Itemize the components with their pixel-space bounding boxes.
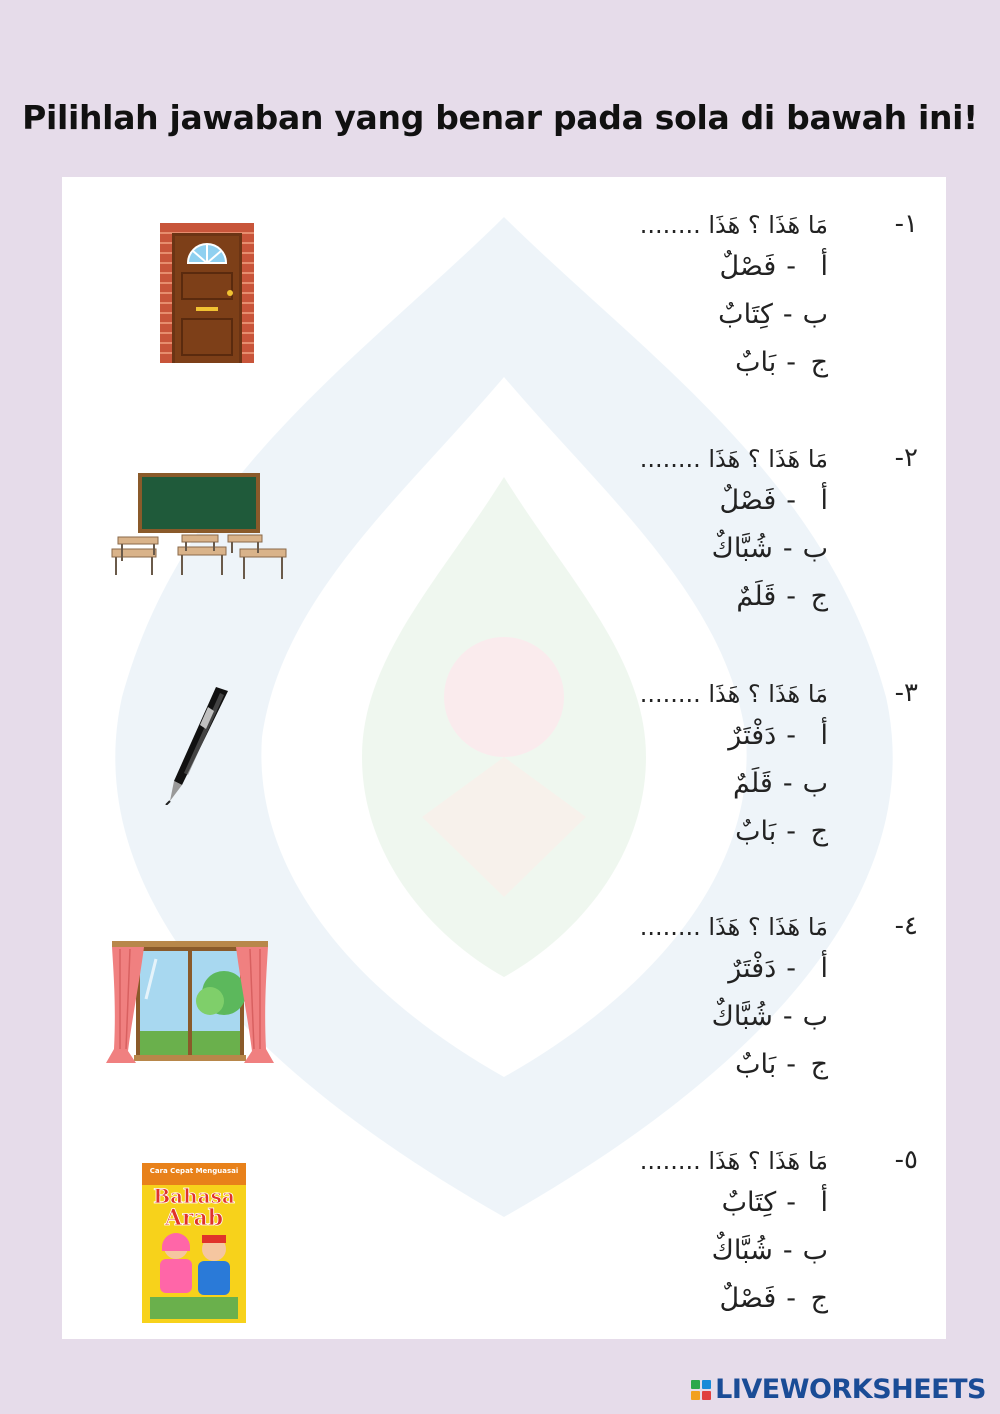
option-b[interactable]	[718, 299, 828, 330]
book-cover-line2: Arab	[164, 1205, 224, 1231]
option-b[interactable]	[712, 1235, 828, 1266]
brand-label: LIVEWORKSHEETS	[715, 1374, 986, 1405]
option-letter: ج	[810, 1049, 828, 1080]
option-b[interactable]	[712, 533, 828, 564]
question-stem: مَا هَذَا ؟ هَذَا ........	[639, 680, 828, 708]
question-number: -١	[894, 209, 918, 239]
option-letter: ج	[810, 816, 828, 847]
question-number: -٤	[894, 911, 918, 941]
option-separator: -	[782, 1001, 793, 1032]
option-separator: -	[786, 720, 796, 751]
classroom-image	[110, 471, 290, 583]
option-separator: -	[786, 251, 796, 282]
option-letter: ج	[810, 347, 828, 378]
window-image	[106, 939, 274, 1067]
option-word: دَفْتَرٌ	[728, 720, 777, 751]
option-word: قَلَمٌ	[733, 768, 773, 799]
question-stem: مَا هَذَا ؟ هَذَا ........	[639, 211, 828, 239]
option-word: فَصْلٌ	[719, 251, 777, 282]
option-letter: ج	[810, 1283, 828, 1314]
option-letter: ج	[810, 581, 828, 612]
option-word: بَابٌ	[735, 816, 777, 847]
option-letter: أ	[820, 720, 828, 751]
option-word: شُبَّاكٌ	[711, 1235, 773, 1266]
question-stem: مَا هَذَا ؟ هَذَا ........	[639, 445, 828, 473]
option-word: شُبَّاكٌ	[711, 533, 773, 564]
option-c[interactable]	[736, 581, 828, 612]
option-letter: أ	[820, 485, 828, 516]
book-cover-line1: Bahasa	[153, 1184, 235, 1208]
question-number: -٣	[894, 678, 918, 708]
option-letter: ب	[802, 299, 828, 330]
option-a[interactable]	[728, 720, 828, 751]
option-separator: -	[786, 581, 796, 612]
question-number: -٥	[894, 1145, 918, 1175]
option-separator: -	[786, 1049, 796, 1080]
option-word: كِتَابٌ	[721, 1187, 777, 1218]
option-separator: -	[786, 347, 796, 378]
option-c[interactable]	[735, 347, 828, 378]
liveworksheets-logo[interactable]	[691, 1374, 986, 1405]
option-b[interactable]	[733, 768, 828, 799]
option-word: بَابٌ	[735, 1049, 777, 1080]
option-separator: -	[782, 299, 793, 330]
option-word: فَصْلٌ	[719, 1283, 777, 1314]
option-separator: -	[786, 1283, 796, 1314]
option-separator: -	[786, 485, 796, 516]
pen-image	[160, 685, 234, 805]
option-separator: -	[786, 953, 796, 984]
option-word: قَلَمٌ	[736, 581, 777, 612]
option-word: بَابٌ	[735, 347, 777, 378]
option-letter: ب	[802, 1001, 828, 1032]
page-title: Pilihlah jawaban yang benar pada sola di bawah ini!	[22, 98, 978, 137]
option-separator: -	[782, 1235, 793, 1266]
option-letter: ب	[802, 1235, 828, 1266]
option-word: فَصْلٌ	[719, 485, 777, 516]
option-a[interactable]	[719, 485, 828, 516]
question-stem: مَا هَذَا ؟ هَذَا ........	[639, 1147, 828, 1175]
option-letter: ب	[802, 533, 828, 564]
option-letter: أ	[820, 251, 828, 282]
option-a[interactable]	[728, 953, 828, 984]
option-a[interactable]	[719, 251, 828, 282]
book-cover-top: Cara Cepat Menguasai	[149, 1167, 239, 1175]
option-word: شُبَّاكٌ	[711, 1001, 773, 1032]
option-separator: -	[786, 816, 796, 847]
option-letter: ب	[802, 768, 828, 799]
option-a[interactable]	[722, 1187, 828, 1218]
option-c[interactable]	[735, 816, 828, 847]
option-separator: -	[786, 1187, 796, 1218]
option-c[interactable]	[719, 1283, 828, 1314]
option-letter: أ	[820, 953, 828, 984]
option-word: كِتَابٌ	[718, 299, 773, 330]
liveworksheets-icon	[691, 1380, 711, 1400]
question-stem: مَا هَذَا ؟ هَذَا ........	[639, 913, 828, 941]
option-word: دَفْتَرٌ	[728, 953, 777, 984]
option-b[interactable]	[712, 1001, 828, 1032]
book-image	[142, 1163, 246, 1323]
worksheet	[62, 177, 946, 1339]
question-number: -٢	[894, 443, 918, 473]
option-letter: أ	[820, 1187, 828, 1218]
option-c[interactable]	[735, 1049, 828, 1080]
option-separator: -	[782, 533, 793, 564]
door-image	[160, 223, 254, 363]
option-separator: -	[782, 768, 793, 799]
